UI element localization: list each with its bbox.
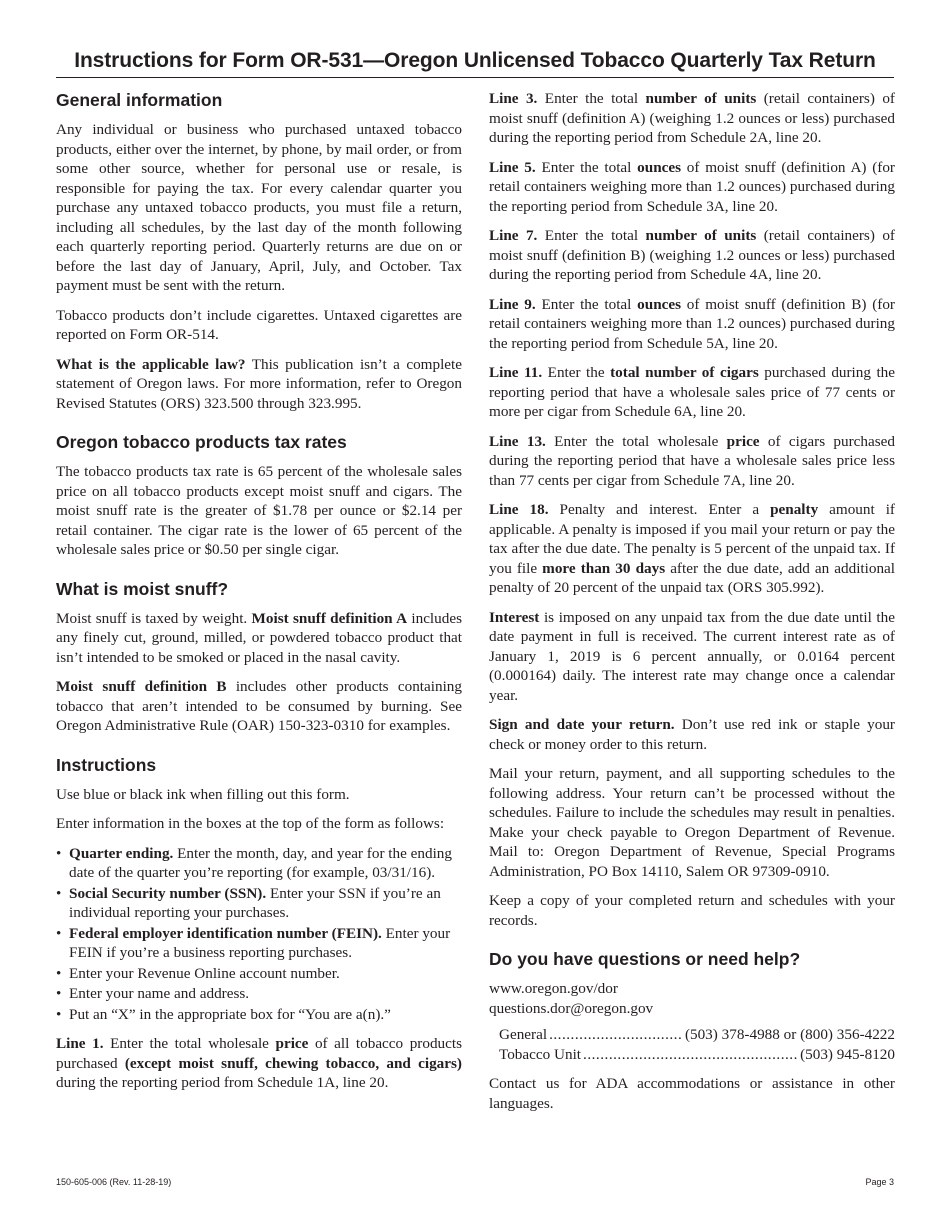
cigarettes-paragraph: Tobacco products don’t include cigarettes. Untaxed cigarettes are reported on Form OR-514. xyxy=(56,306,462,343)
keep-copy-paragraph: Keep a copy of your completed return and schedules with your records. xyxy=(489,892,895,929)
line-18-emphasis-days: more than 30 days xyxy=(542,559,666,577)
line-18-text: amount if applicable. A penalty is imposed if you mail your return or pay the tax after the due date. The penalty is 5 percent of the unpaid tax. If you file xyxy=(489,501,895,577)
snuff-definition-b xyxy=(56,677,462,736)
line-3-text: (retail containers) of moist snuff (definition A) (weighing 1.2 ounces or less) purchased during the reporting period from Schedule 2A, line 20. xyxy=(489,90,895,146)
line-18-emphasis: penalty xyxy=(770,501,819,518)
leader-dots xyxy=(583,1045,798,1065)
snuff-def-b-label: Moist snuff definition B xyxy=(56,678,227,695)
line-3-emphasis: number of units xyxy=(645,90,757,107)
interest-paragraph xyxy=(489,608,895,706)
general-phone-label: General xyxy=(499,1026,548,1043)
line-13-instruction xyxy=(489,432,895,491)
help-heading: Do you have questions or need help? xyxy=(489,949,801,969)
line-5-text: Enter the total xyxy=(535,158,638,176)
interest-text: is imposed on any unpaid tax from the due date until the date payment in full is received. The current interest rate as of January 1, 2019 is 6 percent annually, or 0.0164 percent (0.000164) daily. The interest rate may change once a calendar year. xyxy=(489,608,895,704)
bullet-you-are xyxy=(56,1005,462,1025)
page-number: Page 3 xyxy=(865,1177,894,1187)
line-7-text: (retail containers) of moist snuff (definition B) (weighing 1.2 ounces or less) purchased during the reporting period from Schedule 4A, line 20. xyxy=(489,227,895,283)
website-link[interactable]: www.oregon.gov/dor xyxy=(489,980,618,997)
line-18-text: after the due date, add an additional penalty of 20 percent of the unpaid tax (ORS 305.992). xyxy=(489,559,896,596)
line-5-text: of moist snuff (definition A) (for retail containers weighing more than 1.2 ounces) purchased during the reporting period from Schedule 3A, line 20. xyxy=(489,158,895,215)
general-phone-value: (503) 378-4988 or (800) 356-4222 xyxy=(684,1026,895,1043)
snuff-intro-text: Moist snuff is taxed by weight. xyxy=(56,609,252,627)
bullet-ssn xyxy=(56,884,462,923)
boxes-instruction: Enter information in the boxes at the top of the form as follows: xyxy=(56,815,445,832)
form-number: 150-605-006 (Rev. 11-28-19) xyxy=(56,1177,172,1187)
general-heading: General information xyxy=(56,90,223,110)
mail-paragraph: Mail your return, payment, and all supporting schedules to the following address. Your return can’t be processed without the schedules. Failure to include the schedules may result in penalties. Make your check payable to Oregon Department of Revenue. Mail to: Oregon Department of Revenue, Special Programs Administration, PO Box 14110, Salem OR 97309-0910. xyxy=(489,765,895,880)
snuff-def-a-text: includes any finely cut, ground, milled, or powdered tobacco product that isn’t intended to be smoked or placed in the nasal cavity. xyxy=(56,609,462,666)
page-title: Instructions for Form OR-531—Oregon Unlicensed Tobacco Quarterly Tax Return xyxy=(74,49,876,72)
line-11-text: purchased during the reporting period that have a wholesale sales price of 77 cents or more per cigar from Schedule 6A, line 20. xyxy=(489,364,896,420)
line-1-text: Enter the total wholesale xyxy=(103,1035,276,1052)
leader-dots xyxy=(549,1025,683,1045)
line-13-text: Enter the total wholesale xyxy=(545,432,727,450)
line-13-label: Line 13. xyxy=(489,432,546,450)
sign-paragraph xyxy=(489,715,895,754)
applicable-law-text: This publication isn’t a complete statement of Oregon laws. For more information, refer to Oregon Revised Statutes (ORS) 323.500 through 323.995. xyxy=(56,355,462,412)
right-column xyxy=(489,89,895,1123)
snuff-def-a-label: Moist snuff definition A xyxy=(251,609,408,627)
line-1-text: of all tobacco products purchased xyxy=(56,1035,463,1072)
line-3-text: Enter the total xyxy=(537,90,646,107)
bullet-label: Federal employer identification number (FEIN). xyxy=(69,924,382,942)
line-9-emphasis: ounces xyxy=(637,295,682,313)
line-11-label: Line 11. xyxy=(489,364,543,381)
line-18-label: Line 18. xyxy=(489,501,549,518)
applicable-law-paragraph xyxy=(56,355,462,414)
sign-text: Don’t use red ink or staple your check or money order to this return. xyxy=(489,716,895,753)
bullet-text: Put an “X” in the appropriate box for “You are a(n).” xyxy=(69,1005,391,1023)
line-3-instruction xyxy=(489,89,895,148)
tobacco-phone-value: (503) 945-8120 xyxy=(800,1045,895,1063)
line-18-text: Penalty and interest. Enter a xyxy=(548,501,771,518)
line-11-text: Enter the xyxy=(542,364,611,381)
bullet-revenue-online xyxy=(56,964,462,984)
bullet-name-address xyxy=(56,984,462,1004)
line-11-emphasis: total number of cigars xyxy=(610,364,759,381)
ada-paragraph: Contact us for ADA accommodations or assistance in other languages. xyxy=(489,1075,895,1112)
snuff-definition-a xyxy=(56,609,462,668)
title-rule xyxy=(56,77,894,78)
line-3-label: Line 3. xyxy=(489,90,538,107)
rates-heading: Oregon tobacco products tax rates xyxy=(56,432,347,452)
left-column xyxy=(56,89,462,1103)
line-18-instruction xyxy=(489,500,895,598)
line-9-text: Enter the total xyxy=(535,295,638,313)
bullet-text: Enter your SSN if you’re an individual reporting your purchases. xyxy=(69,884,441,921)
line-7-instruction xyxy=(489,226,895,285)
line-5-instruction xyxy=(489,158,895,217)
instructions-heading: Instructions xyxy=(56,754,157,775)
bullet-text: Enter your name and address. xyxy=(69,985,250,1002)
line-1-text: during the reporting period from Schedule 1A, line 20. xyxy=(56,1074,389,1091)
tobacco-phone-label: Tobacco Unit xyxy=(499,1045,582,1063)
line-1-label: Line 1. xyxy=(56,1035,104,1052)
bullet-fein xyxy=(56,924,462,963)
line-1-instruction xyxy=(56,1034,462,1093)
snuff-def-b-text: includes other products containing tobacco that aren’t intended to be consumed by burning. See Oregon Administrative Rule (OAR) 150-323-0310 for examples. xyxy=(56,678,462,734)
bullet-text: Enter your Revenue Online account number. xyxy=(69,964,340,982)
instruction-bullet-list xyxy=(56,844,462,1025)
line-5-label: Line 5. xyxy=(489,158,536,176)
bullet-text: Enter the month, day, and year for the ending date of the quarter you’re reporting (for example, 03/31/16). xyxy=(69,844,452,881)
line-13-text: of cigars purchased during the reporting period that have a wholesale sales price less than 77 cents per cigar from Schedule 7A, line 20. xyxy=(489,432,896,489)
line-9-instruction xyxy=(489,295,895,354)
line-1-exception: (except moist snuff, chewing tobacco, and cigars) xyxy=(124,1054,462,1072)
line-7-text: Enter the total xyxy=(537,227,646,244)
bullet-label: Quarter ending. xyxy=(69,844,174,862)
line-1-price: price xyxy=(275,1035,309,1052)
sign-label: Sign and date your return. xyxy=(489,716,675,733)
email-link[interactable]: questions.dor@oregon.gov xyxy=(489,999,654,1017)
applicable-law-label: What is the applicable law? xyxy=(56,355,246,373)
moist-snuff-heading: What is moist snuff? xyxy=(56,578,229,599)
line-7-label: Line 7. xyxy=(489,227,538,244)
line-9-text: of moist snuff (definition B) (for retail containers weighing more than 1.2 ounces) purchased during the reporting period from Schedule 5A, line 20. xyxy=(489,295,895,352)
ink-instruction: Use blue or black ink when filling out this form. xyxy=(56,785,350,803)
line-7-emphasis: number of units xyxy=(645,227,757,244)
line-9-label: Line 9. xyxy=(489,295,536,313)
line-13-emphasis: price xyxy=(726,432,760,450)
line-5-emphasis: ounces xyxy=(637,158,682,176)
general-paragraph: Any individual or business who purchased untaxed tobacco products, either over the internet, by phone, by mail order, or from some other source, whether for personal use or resale, is responsible for paying the tax. For every calendar quarter you purchase any untaxed tobacco products, you must file a return, including all schedules, by the last day of the month following each quarterly reporting period. Quarterly returns are due on or before the last day of January, April, July, and October. Tax payment must be sent with the return. xyxy=(56,121,462,294)
bullet-label: Social Security number (SSN). xyxy=(69,884,267,902)
interest-label: Interest xyxy=(489,608,540,626)
general-phone-row xyxy=(499,1025,895,1045)
tobacco-phone-row xyxy=(499,1045,895,1065)
bullet-quarter-ending xyxy=(56,844,462,883)
bullet-text: Enter your FEIN if you’re a business reporting purchases. xyxy=(69,924,451,961)
rates-paragraph: The tobacco products tax rate is 65 percent of the wholesale sales price on all tobacco products except moist snuff and cigars. The moist snuff rate is the greater of $1.78 per ounce or $2.14 per retail container. The cigar rate is the lower of 65 percent of the wholesale sales price or $0.50 per single cigar. xyxy=(56,463,462,558)
line-11-instruction xyxy=(489,363,895,422)
